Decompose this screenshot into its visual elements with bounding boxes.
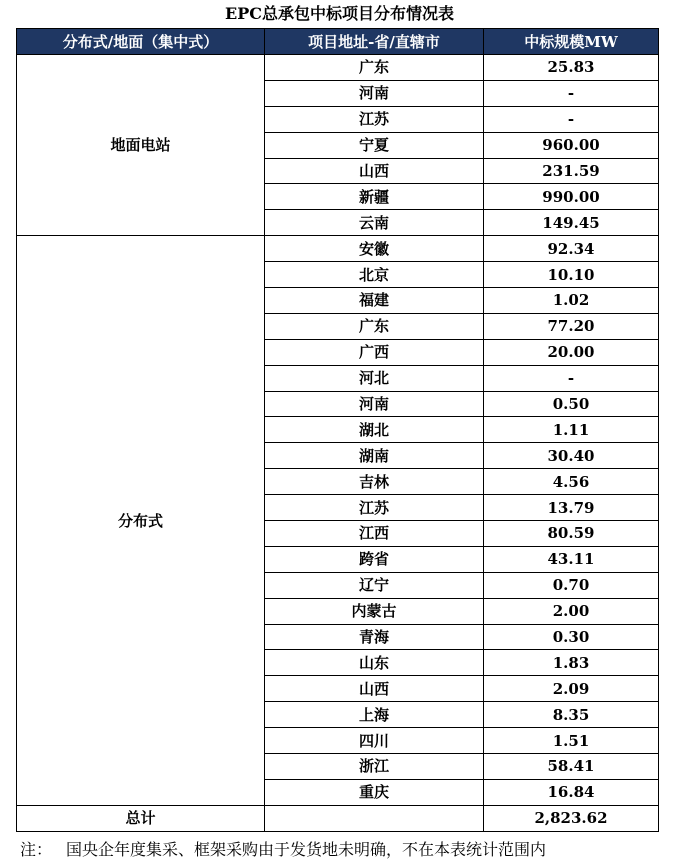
province-cell: 广东 (265, 313, 484, 339)
province-cell: 河南 (265, 80, 484, 106)
group-name-cell: 地面电站 (17, 55, 265, 236)
province-cell: 宁夏 (265, 132, 484, 158)
scale-cell: 16.84 (484, 779, 659, 805)
province-cell: 吉林 (265, 469, 484, 495)
province-cell: 重庆 (265, 779, 484, 805)
province-cell: 江苏 (265, 495, 484, 521)
scale-cell: 149.45 (484, 210, 659, 236)
scale-cell: - (484, 106, 659, 132)
province-cell: 青海 (265, 624, 484, 650)
header-province: 项目地址-省/直辖市 (265, 29, 484, 55)
scale-cell: - (484, 365, 659, 391)
province-cell: 江西 (265, 521, 484, 547)
total-row (17, 805, 659, 831)
scale-cell: 0.70 (484, 572, 659, 598)
table-title: EPC总承包中标项目分布情况表 (225, 4, 454, 23)
province-cell: 湖南 (265, 443, 484, 469)
footnote-text: 国央企年度集采、框架采购由于发货地未明确，不在本表统计范围内 (66, 840, 547, 859)
table-row (17, 55, 659, 81)
scale-cell: 10.10 (484, 262, 659, 288)
scale-cell: 58.41 (484, 754, 659, 780)
header-type: 分布式/地面（集中式） (17, 29, 265, 55)
province-cell: 福建 (265, 288, 484, 314)
scale-cell: 960.00 (484, 132, 659, 158)
scale-cell: 0.50 (484, 391, 659, 417)
scale-cell: 2.00 (484, 598, 659, 624)
province-cell: 新疆 (265, 184, 484, 210)
table-row (17, 236, 659, 262)
province-cell: 山西 (265, 158, 484, 184)
province-cell: 安徽 (265, 236, 484, 262)
footnote-label: 注： (20, 840, 53, 859)
total-value-cell: 2,823.62 (484, 805, 659, 831)
scale-cell: 92.34 (484, 236, 659, 262)
scale-cell: 0.30 (484, 624, 659, 650)
scale-cell: 43.11 (484, 546, 659, 572)
scale-cell: 990.00 (484, 184, 659, 210)
scale-cell: 231.59 (484, 158, 659, 184)
province-cell: 广西 (265, 339, 484, 365)
province-cell: 广东 (265, 55, 484, 81)
province-cell: 浙江 (265, 754, 484, 780)
scale-cell: 1.11 (484, 417, 659, 443)
province-cell: 湖北 (265, 417, 484, 443)
footnote (20, 838, 670, 862)
epc-distribution-table (16, 28, 659, 832)
group-name-cell: 分布式 (17, 236, 265, 806)
province-cell: 云南 (265, 210, 484, 236)
header-scale: 中标规模MW (484, 29, 659, 55)
province-cell: 跨省 (265, 546, 484, 572)
province-cell: 江苏 (265, 106, 484, 132)
scale-cell: 25.83 (484, 55, 659, 81)
scale-cell: 20.00 (484, 339, 659, 365)
province-cell: 河南 (265, 391, 484, 417)
scale-cell: 1.51 (484, 728, 659, 754)
scale-cell: 4.56 (484, 469, 659, 495)
province-cell: 河北 (265, 365, 484, 391)
header-row (17, 29, 659, 55)
scale-cell: 1.83 (484, 650, 659, 676)
scale-cell: 80.59 (484, 521, 659, 547)
table-body (17, 55, 659, 832)
scale-cell: 2.09 (484, 676, 659, 702)
scale-cell: 77.20 (484, 313, 659, 339)
province-cell: 内蒙古 (265, 598, 484, 624)
scale-cell: - (484, 80, 659, 106)
scale-cell: 13.79 (484, 495, 659, 521)
province-cell: 山西 (265, 676, 484, 702)
total-province-cell (265, 805, 484, 831)
province-cell: 北京 (265, 262, 484, 288)
province-cell: 上海 (265, 702, 484, 728)
scale-cell: 30.40 (484, 443, 659, 469)
scale-cell: 8.35 (484, 702, 659, 728)
scale-cell: 1.02 (484, 288, 659, 314)
total-label-cell: 总计 (17, 805, 265, 831)
province-cell: 四川 (265, 728, 484, 754)
province-cell: 山东 (265, 650, 484, 676)
province-cell: 辽宁 (265, 572, 484, 598)
